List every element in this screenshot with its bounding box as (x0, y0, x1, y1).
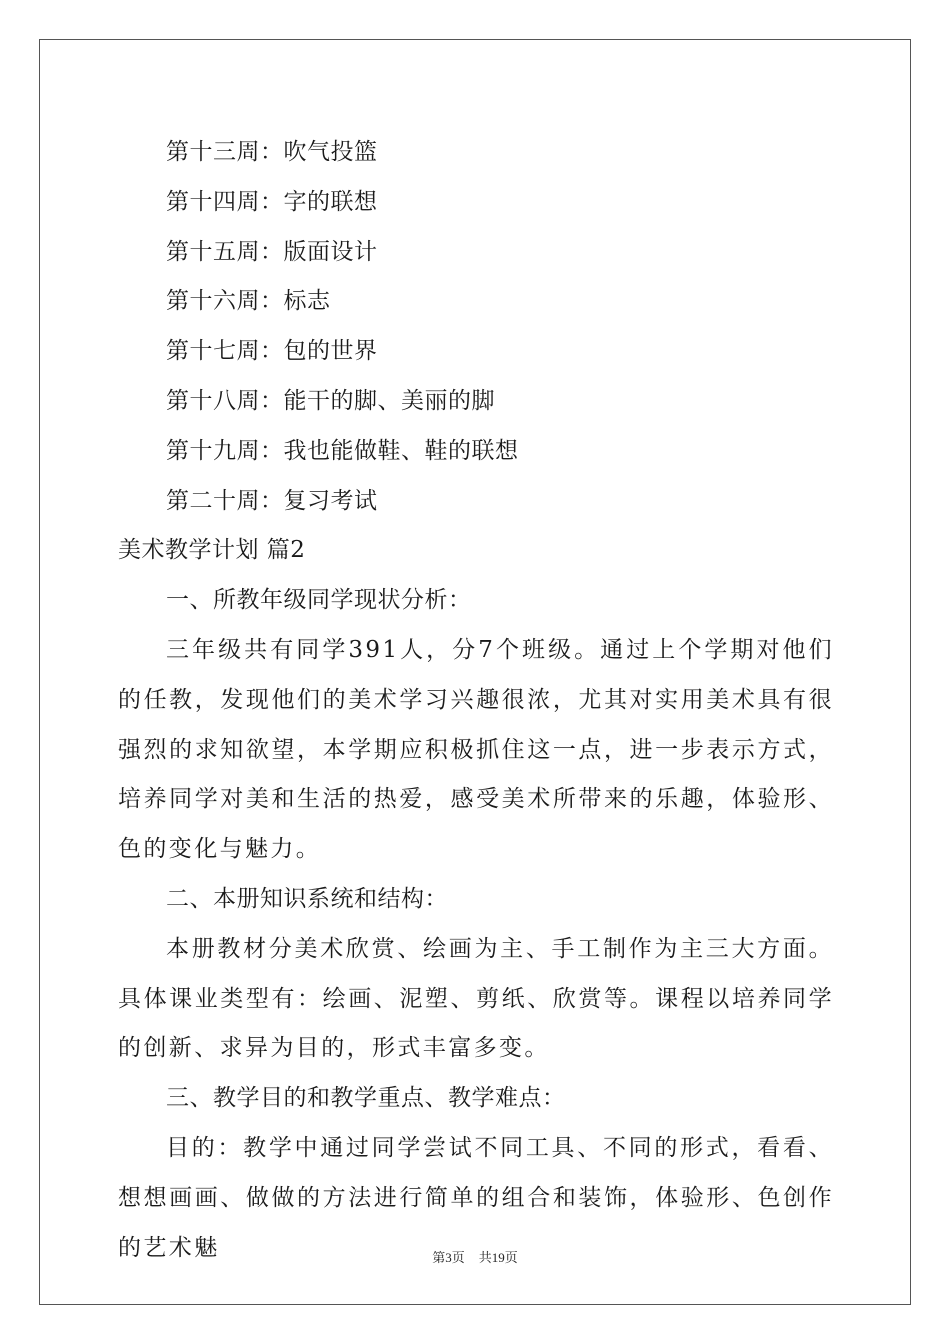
section-3-heading: 三、教学目的和教学重点、教学难点： (166, 1085, 566, 1112)
section-2-heading: 二、本册知识系统和结构： (166, 885, 448, 912)
schedule-week-18: 第十八周：能干的脚、美丽的脚 (166, 387, 495, 414)
page-number: 第3页 (432, 1250, 465, 1265)
schedule-week-15: 第十五周：版面设计 (166, 238, 378, 265)
section-title: 美术教学计划 篇2 (118, 537, 306, 564)
document-body (118, 128, 834, 1273)
schedule-week-16: 第十六周：标志 (166, 288, 331, 315)
section-3-body: 目的：教学中通过同学尝试不同工具、不同的形式，看看、想想画画、做做的方法进行简单的组合和装饰，体验形、色创作的艺术魅 (118, 1134, 834, 1261)
schedule-week-14: 第十四周：字的联想 (166, 188, 378, 215)
page-total: 共19页 (478, 1250, 518, 1265)
section-1-body: 三年级共有同学391人，分7个班级。通过上个学期对他们的任教，发现他们的美术学习兴趣很浓，尤其对实用美术具有很强烈的求知欲望，本学期应积极抓住这一点，进一步表示方式，培养同学对美和生活的热爱，感受美术所带来的乐趣，体验形、色的变化与魅力。 (118, 636, 834, 863)
section-1-heading: 一、所教年级同学现状分析： (166, 587, 472, 614)
schedule-week-19: 第十九周：我也能做鞋、鞋的联想 (166, 437, 519, 464)
schedule-week-20: 第二十周：复习考试 (166, 487, 378, 514)
page-footer (0, 1247, 950, 1266)
schedule-week-17: 第十七周：包的世界 (166, 338, 378, 365)
schedule-week-13: 第十三周：吹气投篮 (166, 139, 378, 165)
section-2-body: 本册教材分美术欣赏、绘画为主、手工制作为主三大方面。具体课业类型有：绘画、泥塑、剪纸、欣赏等。课程以培养同学的创新、求异为目的，形式丰富多变。 (118, 935, 834, 1062)
